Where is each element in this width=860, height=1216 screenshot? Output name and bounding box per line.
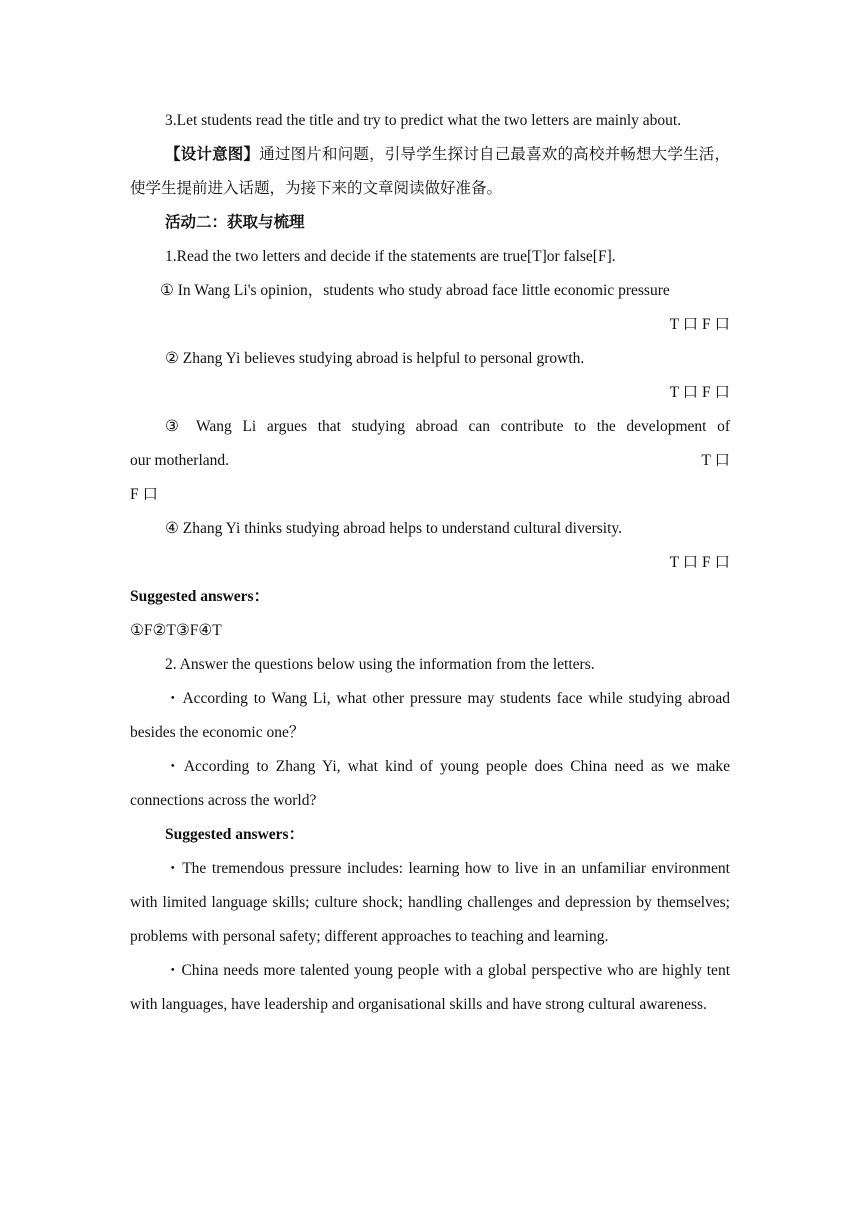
statement-1: ① In Wang Li's opinion，students who study abroad face little economic pressure — [160, 282, 670, 299]
design-intent-text: 通过图片和问题，引导学生探讨自己最喜欢的高校并畅想大学生活，使学生提前进入话题，为接下来的文章阅读做好准备。 — [130, 146, 730, 197]
task-1-instruction: 1.Read the two letters and decide if the statements are true[T]or false[F]. — [165, 248, 616, 265]
document-page — [130, 104, 730, 1022]
answer-2: ・China needs more talented young people with a global perspective who are highly tent with languages, have leadership and organisational skills and have strong cultural awareness. — [130, 962, 730, 1013]
answer-1: ・The tremendous pressure includes: learning how to live in an unfamiliar environment with limited language skills; culture shock; handling challenges and depression by themselves; problems with personal safety; different approaches to teaching and learning. — [130, 860, 730, 945]
statement-3-line-1: ③ Wang Li argues that studying abroad can contribute to the development of — [165, 418, 730, 435]
suggested-answers-label-2: Suggested answers： — [165, 826, 305, 843]
statement-3-mark-false: F 口 — [130, 486, 158, 503]
statement-4: ④ Zhang Yi thinks studying abroad helps to understand cultural diversity. — [165, 520, 623, 537]
step-3-paragraph: 3.Let students read the title and try to predict what the two letters are mainly about. — [165, 112, 682, 129]
statement-2-mark: T 口 F 口 — [669, 384, 730, 401]
statement-3-line-2 — [130, 444, 730, 478]
question-1: ・According to Wang Li, what other pressure may students face while studying abroad besides the economic one？ — [130, 690, 730, 741]
question-2: ・According to Zhang Yi, what kind of young people does China need as we make connections across the world? — [130, 758, 730, 809]
suggested-answers-label-1: Suggested answers： — [130, 588, 270, 605]
activity-2-heading: 活动二：获取与梳理 — [165, 214, 305, 231]
design-intent-paragraph — [130, 138, 730, 206]
design-intent-label: 【设计意图】 — [165, 146, 260, 163]
task-2-instruction: 2. Answer the questions below using the information from the letters. — [165, 656, 595, 673]
answers-key: ①F②T③F④T — [130, 622, 222, 639]
statement-3-mark-true: T 口 — [701, 452, 730, 469]
statement-4-mark: T 口 F 口 — [669, 554, 730, 571]
statement-2: ② Zhang Yi believes studying abroad is helpful to personal growth. — [165, 350, 585, 367]
statement-1-mark: T 口 F 口 — [669, 316, 730, 333]
statement-3-continuation: our motherland. — [130, 452, 230, 469]
